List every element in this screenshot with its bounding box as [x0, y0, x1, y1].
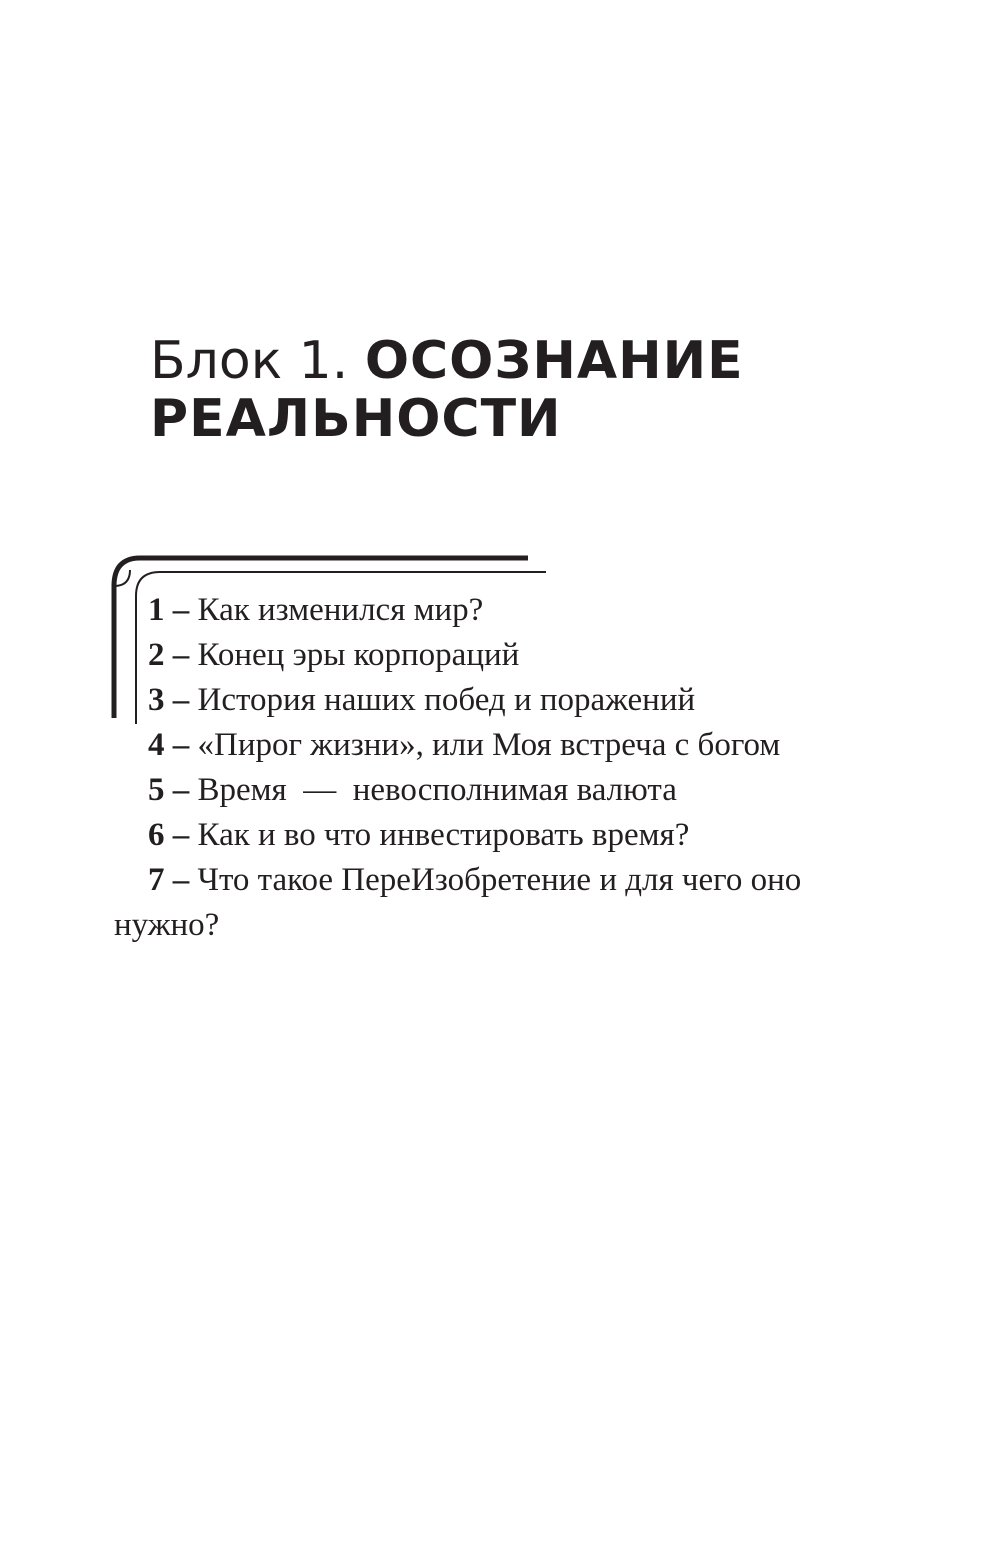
chapter-dash: –: [172, 637, 190, 673]
chapter-item: [114, 633, 874, 678]
chapter-dash: –: [172, 772, 190, 808]
chapter-title: Как и во что инвестировать время?: [197, 817, 690, 853]
chapter-item: [114, 723, 874, 768]
chapter-number: 1: [148, 592, 165, 628]
chapter-list: [114, 588, 874, 948]
chapter-dash: –: [172, 592, 190, 628]
chapter-item: [114, 768, 874, 813]
block-heading: [150, 332, 910, 448]
chapter-title: Как изменился мир?: [197, 592, 484, 628]
chapter-dash: –: [172, 817, 190, 853]
chapter-number: 5: [148, 772, 165, 808]
block-title-line2: РЕАЛЬНОСТИ: [150, 389, 562, 449]
chapter-item: [114, 858, 854, 948]
chapter-number: 2: [148, 637, 165, 673]
chapter-item: [114, 813, 874, 858]
chapter-number: 7: [148, 862, 165, 898]
chapter-title: Что такое ПереИзобретение и для чего оно нужно?: [114, 862, 802, 943]
chapter-dash: –: [172, 727, 190, 763]
chapter-number: 6: [148, 817, 165, 853]
chapter-item: [114, 588, 874, 633]
chapter-item: [114, 678, 874, 723]
block-title-line1: ОСОЗНАНИЕ: [364, 331, 744, 391]
chapter-title: История наших побед и поражений: [197, 682, 696, 718]
chapter-dash: –: [172, 862, 190, 898]
chapter-dash: –: [172, 682, 190, 718]
block-number: Блок 1.: [150, 331, 349, 391]
chapter-number: 3: [148, 682, 165, 718]
chapter-title: Конец эры корпораций: [197, 637, 520, 673]
chapter-number: 4: [148, 727, 165, 763]
chapter-title: Время — невосполнимая валюта: [197, 772, 677, 808]
chapter-title: «Пирог жизни», или Моя встреча с богом: [197, 727, 781, 763]
